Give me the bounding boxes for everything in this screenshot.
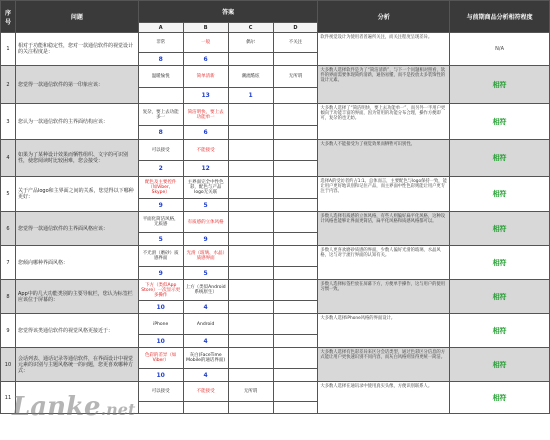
analysis-text: 多数人更喜欢磨砂质感的界面，少数人偏好光滑的玻璃、水晶风格，这与对于流行界面的认知有关。 <box>318 246 450 280</box>
match-result: N/A <box>450 33 550 66</box>
answer-option <box>273 314 318 335</box>
answer-option: 不能接受 <box>183 140 228 161</box>
row-number: 9 <box>1 314 16 348</box>
row-number: 11 <box>1 382 16 414</box>
answer-count: 8 <box>138 126 183 140</box>
answer-count <box>273 233 318 246</box>
answer-count <box>228 199 273 212</box>
answer-option <box>273 140 318 161</box>
row-number: 6 <box>1 212 16 246</box>
answer-count <box>138 88 183 104</box>
answer-option: 下方（类似App Store）一次显示更多操作 <box>138 280 183 301</box>
question-text: 您觉得一款通信软件的第一印象应该： <box>15 66 138 104</box>
answer-count: 6 <box>183 53 228 66</box>
answer-option <box>228 177 273 199</box>
answer-count: 5 <box>138 233 183 246</box>
answer-option <box>228 348 273 369</box>
answer-option: 光滑（玻璃、水晶）质感界面 <box>183 246 228 267</box>
answer-count: 1 <box>228 88 273 104</box>
answer-count: 10 <box>138 369 183 382</box>
answer-option: 简单清新 <box>183 66 228 88</box>
answer-option: 潮流酷炫 <box>228 66 273 88</box>
table-row <box>1 246 550 267</box>
analysis-text: 大多数人选择了“简洁明快，要上去功能单一”，而另外一半用户更倾向于功能丰富的界面，因为常用的功能分布合理，操作方便即可，复杂的也无妨。 <box>318 104 450 140</box>
answer-option: 可以接受 <box>138 140 183 161</box>
header-analysis: 分析 <box>318 1 450 33</box>
answer-option: 色彩的差异（如Viber） <box>138 348 183 369</box>
answer-count <box>228 402 273 414</box>
analysis-text: 大多数人选择软件是为了“简洁清新”，与下一个问题相对照看，软件的界面需要体现简约清新，通俗易懂，而不是投放太多装饰性的设计元素。 <box>318 66 450 104</box>
answer-count: 4 <box>183 301 228 314</box>
answer-option <box>273 246 318 267</box>
match-result: 相符 <box>450 140 550 177</box>
row-number: 2 <box>1 66 16 104</box>
analysis-text: 大多数人选择iPhone风格的界面设计。 <box>318 314 450 348</box>
answer-option: 可以接受 <box>138 382 183 402</box>
answer-option <box>228 314 273 335</box>
header-option-b: B <box>183 23 228 33</box>
question-text: 会话列表、通话记录等通信软件，在界面设计中视觉元素的识别与主题风格统一的问题，您更喜欢哪种方式： <box>15 348 138 382</box>
answer-option: 温暖愉悦 <box>138 66 183 88</box>
answer-option: iPhone <box>138 314 183 335</box>
match-result: 相符 <box>450 104 550 140</box>
question-text: 您觉得该类通信软件的视觉风格更接近于： <box>15 314 138 348</box>
header-answers: 答案 <box>138 1 318 23</box>
answer-count <box>228 126 273 140</box>
analysis-text: 多数人选择有质感的立体风格，有些人则偏好扁平化风格，这种设计风格也能够让界面更简洁，扁平化风格和质感风格都可以。 <box>318 212 450 246</box>
row-number: 3 <box>1 104 16 140</box>
answer-count: 2 <box>138 161 183 177</box>
analysis-text: 大多数人不能接受为了视觉效果而牺牲可识别性。 <box>318 140 450 177</box>
watermark: Lanke.net <box>12 392 136 422</box>
row-number: 1 <box>1 33 16 66</box>
question-text: 您觉得一款通信软件的主界面风格应该： <box>15 212 138 246</box>
header-option-a: A <box>138 23 183 33</box>
match-result: 相符 <box>450 382 550 414</box>
answer-option: 不光滑（磨砂）质感界面 <box>138 246 183 267</box>
analysis-text: 大多数人选择有色彩差异来区分会话类型，通过色彩区分信息的方式能让用户更快速识别不同内容，而灰白风格则显得更统一简洁。 <box>318 348 450 382</box>
row-number: 5 <box>1 177 16 212</box>
answer-count <box>228 369 273 382</box>
match-result: 相符 <box>450 66 550 104</box>
answer-option <box>273 348 318 369</box>
answer-option: 偶尔 <box>228 33 273 53</box>
answer-count <box>273 267 318 280</box>
answer-count <box>273 369 318 382</box>
answer-option <box>273 280 318 301</box>
match-result: 相符 <box>450 314 550 348</box>
header-no: 序号 <box>1 1 16 33</box>
answer-count <box>273 126 318 140</box>
match-result: 相符 <box>450 246 550 280</box>
answer-option <box>273 177 318 199</box>
answer-option: 无所谓 <box>273 66 318 88</box>
answer-count <box>228 335 273 348</box>
table-row <box>1 212 550 233</box>
answer-option <box>228 140 273 161</box>
answer-count <box>273 402 318 414</box>
answer-count <box>228 301 273 314</box>
answer-count: 13 <box>183 88 228 104</box>
answer-option: Android <box>183 314 228 335</box>
answer-count <box>273 88 318 104</box>
answer-option <box>273 212 318 233</box>
table-row <box>1 280 550 301</box>
answer-option: 不关注 <box>273 33 318 53</box>
answer-option: 灰白(FaceTime Mobile的通话界面) <box>183 348 228 369</box>
answer-option: 上方（类似Android系统原生） <box>183 280 228 301</box>
answer-count: 5 <box>183 199 228 212</box>
answer-option <box>228 280 273 301</box>
answer-option: 配色及主要控件（如Viber、Skype） <box>138 177 183 199</box>
row-number: 7 <box>1 246 16 280</box>
table-row <box>1 104 550 126</box>
table-row <box>1 33 550 53</box>
answer-option: 主界面完全中性色彩，配色与产品logo无关联 <box>183 177 228 199</box>
answer-count: 9 <box>183 233 228 246</box>
table-row <box>1 140 550 161</box>
answer-count: 10 <box>138 335 183 348</box>
analysis-text: 大多数人选择在通讯录中使用真实头像，方便识别联系人。 <box>318 382 450 414</box>
answer-count <box>228 233 273 246</box>
analysis-text: 多数人选择标签栏放在屏幕下方，方便单手操作，这与用户的使用习惯一致。 <box>318 280 450 314</box>
answer-count: 9 <box>138 199 183 212</box>
answer-count <box>138 402 183 414</box>
answer-count <box>273 53 318 66</box>
question-text: 如果为了某种设计效果而牺牲组织、文字的可识别性，使您阅读时比较困难，您会接受： <box>15 140 138 177</box>
table-row <box>1 314 550 335</box>
answer-option: 平面化简洁风格，无质感 <box>138 212 183 233</box>
row-number: 10 <box>1 348 16 382</box>
answer-count: 10 <box>138 301 183 314</box>
match-result: 相符 <box>450 177 550 212</box>
answer-count <box>183 402 228 414</box>
answer-count <box>273 199 318 212</box>
row-number: 4 <box>1 140 16 177</box>
answer-option: 非常 <box>138 33 183 53</box>
answer-option <box>228 212 273 233</box>
match-result: 相符 <box>450 212 550 246</box>
analysis-text: 软件视觉设计为使用者普遍所关注，而关注程度呈现差异。 <box>318 33 450 66</box>
answer-count <box>228 53 273 66</box>
question-text: 您认为一款通信软件的主界面结构应该： <box>15 104 138 140</box>
answer-count: 12 <box>183 161 228 177</box>
question-text: 相对于功能和稳定性，您对一款通信软件的视觉设计的关注程度是： <box>15 33 138 66</box>
question-text: 您倾向哪种界面风格： <box>15 246 138 280</box>
question-text: 关于产品logo和主界面之间的关系，您觉得以下哪种更好： <box>15 177 138 212</box>
answer-option: 复杂，要上去功能多一 <box>138 104 183 126</box>
match-result: 相符 <box>450 348 550 382</box>
table-row <box>1 177 550 199</box>
match-result: 相符 <box>450 280 550 314</box>
answer-count <box>273 335 318 348</box>
answer-option: 有质感的立体风格 <box>183 212 228 233</box>
answer-option: 不能接受 <box>183 382 228 402</box>
header-option-c: C <box>228 23 273 33</box>
answer-count: 8 <box>138 53 183 66</box>
answer-option: 一般 <box>183 33 228 53</box>
answer-count: 4 <box>183 335 228 348</box>
analysis-text: 选择A的受访者约占1:1。总体而言，主要配色与logo保持一致，能让用户更好地识别和记住产品，而主界面中性色彩则能让用户更专注于内容。 <box>318 177 450 212</box>
answer-option <box>273 382 318 402</box>
answer-option: 简洁明快，要上去功能单一 <box>183 104 228 126</box>
table-row <box>1 348 550 369</box>
answer-option: 无所谓 <box>228 382 273 402</box>
answer-count: 4 <box>183 369 228 382</box>
table-body <box>1 33 550 414</box>
answer-count: 6 <box>183 126 228 140</box>
answer-count <box>228 161 273 177</box>
answer-count <box>273 301 318 314</box>
question-text: App中的几大功能类别的主要导航栏，您认为标签栏应该位于屏幕的： <box>15 280 138 314</box>
answer-option <box>228 246 273 267</box>
answer-count <box>273 161 318 177</box>
answer-option <box>273 104 318 126</box>
header-question: 问题 <box>15 1 138 33</box>
answer-count: 9 <box>138 267 183 280</box>
header-option-d: D <box>273 23 318 33</box>
row-number: 8 <box>1 280 16 314</box>
header-match: 与前期商品分析相符程度 <box>450 1 550 33</box>
answer-option <box>228 104 273 126</box>
answer-count: 5 <box>183 267 228 280</box>
table-row <box>1 66 550 88</box>
answer-count <box>228 267 273 280</box>
